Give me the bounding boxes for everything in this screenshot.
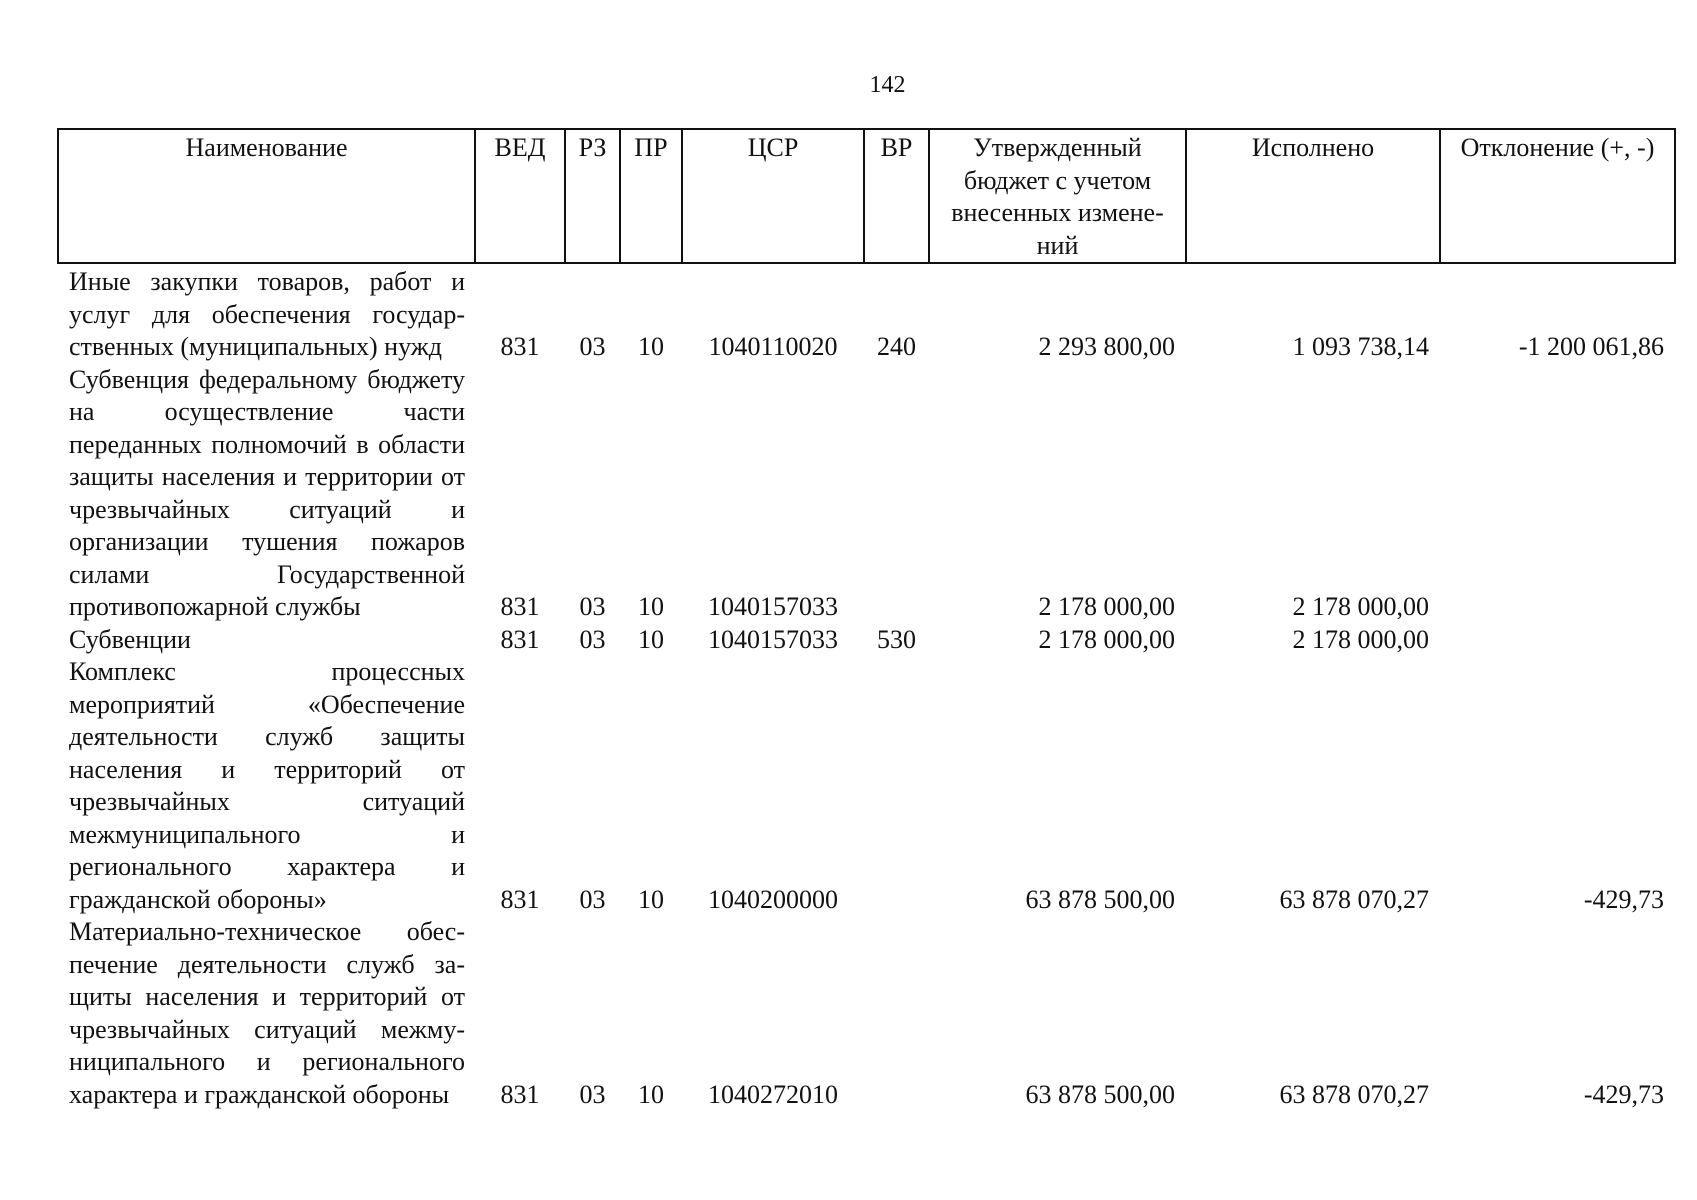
row-pr: 10 [638,884,664,914]
header-csr: ЦСР [682,129,864,263]
row-name: Материально-техническое обеспечение деятельности служб защиты населения и территорий от чрезвычайных ситуаций межмуниципального и регионального характера и гражданской обороны [69,917,465,1109]
row-csr: 1040157033 [708,624,838,654]
row-ved: 831 [500,624,540,654]
row-csr: 1040272010 [708,1079,838,1109]
row-rz: 03 [579,1079,606,1109]
row-vr [864,916,929,1111]
row-rz: 03 [579,332,606,361]
row-pr: 10 [638,1079,664,1109]
table-row [58,656,1675,916]
header-ved: ВЕД [475,129,565,263]
row-ved: 831 [500,332,540,361]
row-rz: 03 [579,624,606,654]
table-row [58,916,1675,1111]
row-executed: 63 878 070,27 [1279,1079,1429,1109]
row-deviation: -429,73 [1583,884,1664,914]
budget-table [57,128,1676,1111]
row-name: Субвенции [69,624,191,654]
row-pr: 10 [638,332,664,361]
row-csr: 1040110020 [708,332,838,361]
row-vr: 240 [877,332,916,361]
row-approved: 2 178 000,00 [1038,592,1175,621]
row-deviation: -429,73 [1583,1079,1664,1109]
row-ved: 831 [500,1079,540,1109]
row-approved: 2 293 800,00 [1038,332,1175,361]
header-deviation: Отклонение (+, -) [1440,129,1675,263]
row-executed: 2 178 000,00 [1292,624,1429,654]
row-rz: 03 [579,884,606,914]
row-vr [864,364,929,624]
row-pr: 10 [638,624,664,654]
row-name: Субвенция федеральному бюджету на осуществление части переданных полномочий в области защиты населения и территории от чрезвычайных ситуаций и организации тушения пожаров силами Государственной противопожарной службы [69,364,465,621]
row-executed: 1 093 738,14 [1292,332,1429,361]
row-vr [864,656,929,916]
row-executed: 2 178 000,00 [1292,592,1429,621]
header-approved: Утвержденный бюджет с учетом внесенных измене-ний [929,129,1186,263]
row-executed: 63 878 070,27 [1279,884,1429,914]
row-name: Комплекс процессных мероприятий «Обеспечение деятельности служб защиты населения и территорий от чрезвычайных ситуаций межмуниципального и регионального характера и гражданской обороны» [69,657,465,914]
row-deviation: -1 200 061,86 [1518,332,1664,361]
row-deviation [1440,364,1675,624]
row-ved: 831 [500,592,540,621]
header-pr: ПР [620,129,682,263]
header-executed: Исполнено [1186,129,1440,263]
row-vr: 530 [877,624,916,654]
header-name: Наименование [58,129,475,263]
page-number: 142 [869,72,906,98]
row-approved: 63 878 500,00 [1025,884,1175,914]
row-ved: 831 [500,884,540,914]
row-rz: 03 [579,592,606,621]
row-csr: 1040157033 [708,592,838,621]
row-name: Иные закупки товаров, работ и услуг для обеспечения государственных (муниципальных) нужд [69,267,465,361]
table-row [58,624,1675,657]
row-approved: 2 178 000,00 [1038,624,1175,654]
header-rz: РЗ [565,129,620,263]
table-header-row [58,129,1675,263]
table-row [58,263,1675,364]
table-row [58,364,1675,624]
row-approved: 63 878 500,00 [1025,1079,1175,1109]
row-pr: 10 [638,592,664,621]
header-vr: ВР [864,129,929,263]
row-csr: 1040200000 [708,884,838,914]
row-deviation [1440,624,1675,657]
